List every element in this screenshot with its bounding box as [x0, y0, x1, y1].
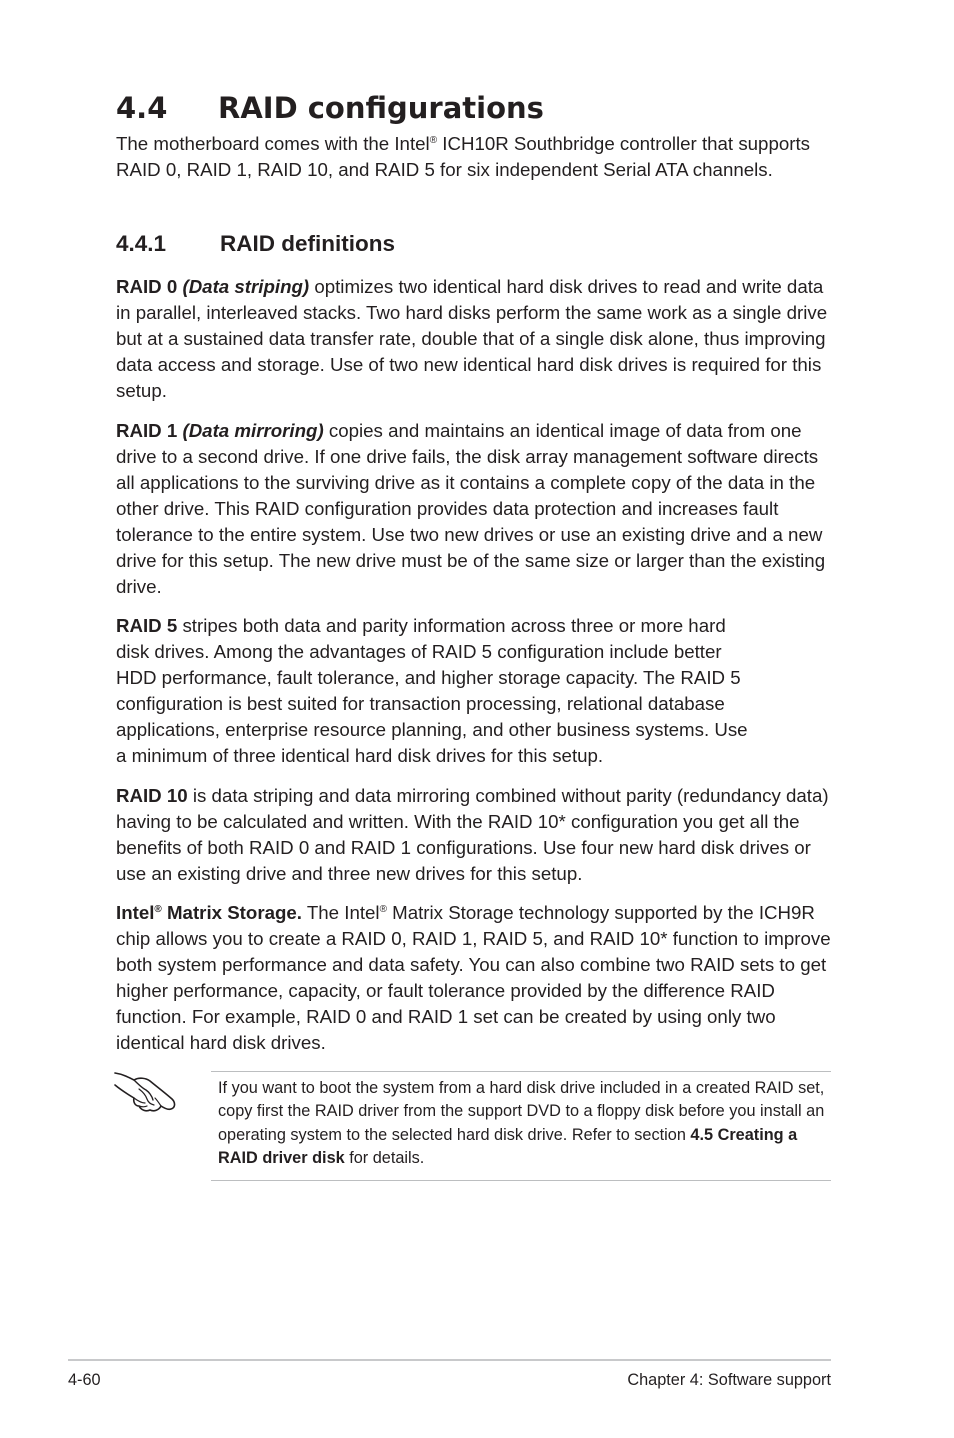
raid1-subtitle: (Data mirroring) — [182, 420, 324, 441]
footer-rule — [68, 1359, 831, 1361]
raid5-label: RAID 5 — [116, 615, 178, 636]
matrix-text-start: The Intel — [302, 902, 380, 923]
pointing-hand-icon — [112, 1068, 180, 1118]
intro-text-end: ICH10R Southbridge controller that supports RAID 0, RAID 1, RAID 10, and RAID 5 for six independent Serial ATA channels. — [116, 133, 810, 180]
raid1-label: RAID 1 — [116, 420, 178, 441]
matrix-label: Intel® Matrix Storage. — [116, 902, 302, 923]
section-number: 4.4.1 — [116, 231, 167, 256]
heading-title: RAID configurations — [218, 91, 544, 125]
registered-mark: ® — [379, 904, 387, 915]
intro-text-start: The motherboard comes with the Intel — [116, 133, 430, 154]
page-heading — [116, 86, 544, 130]
raid1-text: copies and maintains an identical image of data from one drive to a second drive. If one drive fails, the disk array management software directs all applications to the surviving drive as it contains a complete copy of the data in the other drive. This RAID configuration provides data protection and increases fault tolerance to the entire system. Use two new drives or use an existing drive and a new drive for this setup. The new drive must be of the same size or larger than the existing drive. — [116, 420, 826, 597]
note-top-rule — [211, 1071, 831, 1072]
note-text-start: If you want to boot the system from a hard disk drive included in a created RAID set, copy first the RAID driver from the support DVD to a floppy disk before you install an operating system to the selected hard disk drive. Refer to section — [218, 1079, 825, 1144]
raid5-paragraph — [116, 613, 756, 769]
chapter-title: Chapter 4: Software support — [627, 1371, 831, 1389]
raid0-label: RAID 0 — [116, 276, 178, 297]
note-section-reference: 4.5 Creating a RAID driver disk — [218, 1125, 798, 1167]
matrix-text-end: Matrix Storage technology supported by the ICH9R chip allows you to create a RAID 0, RAID 1, RAID 5, and RAID 10* function to improve both system performance and data safety. You can also combine two RAID sets to get higher performance, capacity, or fault tolerance provided by the difference RAID function. For example, RAID 0 and RAID 1 set can be created by using only two identical hard disk drives. — [116, 902, 831, 1053]
raid10-label: RAID 10 — [116, 785, 188, 806]
raid0-paragraph — [116, 274, 832, 404]
section-title: RAID definitions — [220, 231, 395, 256]
raid10-text: is data striping and data mirroring combined without parity (redundancy data) having to be calculated and written. With the RAID 10* configuration you get all the benefits of both RAID 0 and RAID 1 configurations. Use four new hard disk drives or use an existing drive and three new drives for this setup. — [116, 785, 829, 884]
raid0-text: optimizes two identical hard disk drives to read and write data in parallel, interleaved stacks. Two hard disks perform the same work as a single drive but at a sustained data transfer rate, double that of a single disk alone, thus improving data access and storage. Use of two new identical hard disk drives is required for this setup. — [116, 276, 828, 401]
raid10-paragraph — [116, 783, 832, 887]
note-bottom-rule — [211, 1180, 831, 1181]
section-heading — [116, 227, 395, 261]
note-text-end: for details. — [344, 1148, 425, 1167]
note-text — [218, 1077, 832, 1170]
page-number: 4-60 — [68, 1371, 101, 1389]
raid5-text: stripes both data and parity information across three or more hard disk drives. Among the advantages of RAID 5 configuration include better HDD performance, fault tolerance, and higher storage capacity. The RAID 5 configuration is best suited for transaction processing, relational database applications, enterprise resource planning, and other business systems. Use a minimum of three identical hard disk drives for this setup. — [116, 615, 748, 766]
raid0-subtitle: (Data striping) — [182, 276, 310, 297]
raid1-paragraph — [116, 418, 832, 600]
registered-mark: ® — [429, 135, 438, 146]
matrix-storage-paragraph — [116, 900, 832, 1056]
heading-number: 4.4 — [116, 91, 168, 125]
intro-paragraph — [116, 131, 832, 183]
